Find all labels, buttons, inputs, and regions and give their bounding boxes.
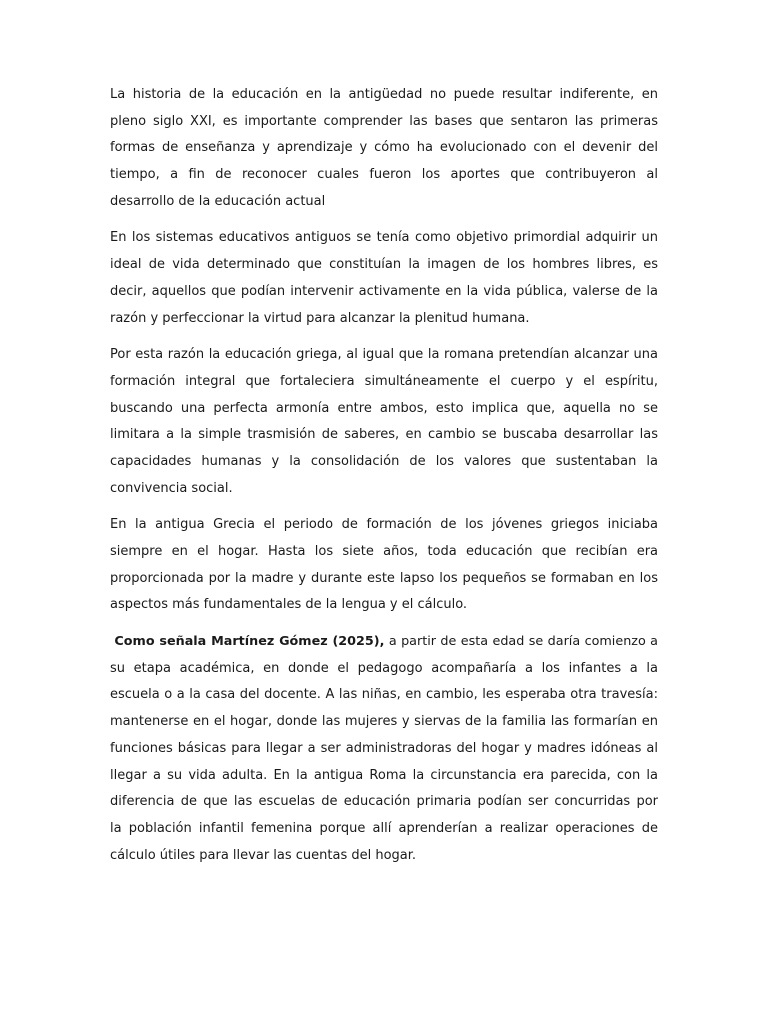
text-line: funciones básicas para llegar a ser administradoras del hogar y madres idóneas al xyxy=(110,740,658,756)
text-line: llegar a su vida adulta. En la antigua Roma la circunstancia era parecida, con la xyxy=(110,767,658,783)
text-line-with-citation xyxy=(110,629,658,656)
text-line: mantenerse en el hogar, donde las mujeres y siervas de la familia las formarían en xyxy=(110,714,658,730)
citation-bold: Como señala Martínez Gómez (2025), xyxy=(114,634,385,650)
text-line: La historia de la educación en la antigüedad no puede resultar indiferente, en xyxy=(110,87,658,102)
paragraph-1 xyxy=(110,82,658,215)
text-line: tiempo, a fin de reconocer cuales fueron los aportes que contribuyeron al xyxy=(110,167,658,183)
text-line: siempre en el hogar. Hasta los siete años, toda educación que recibían era xyxy=(110,544,658,559)
text-line: convivencia social. xyxy=(110,480,233,496)
document-body xyxy=(110,82,658,879)
text-line: proporcionada por la madre y durante este lapso los pequeños se formaban en los xyxy=(110,570,658,586)
text-line: la población infantil femenina porque allí aprenderían a realizar operaciones de xyxy=(110,820,658,836)
text-line: cálculo útiles para llevar las cuentas del hogar. xyxy=(110,847,417,863)
text-line: En los sistemas educativos antiguos se tenía como objetivo primordial adquirir un xyxy=(110,230,658,246)
text-line: En la antigua Grecia el periodo de formación de los jóvenes griegos iniciaba xyxy=(110,517,658,533)
text-line: su etapa académica, en donde el pedagogo acompañaría a los infantes a la xyxy=(110,660,658,676)
paragraph-4 xyxy=(110,512,658,619)
text-line: ideal de vida determinado que constituían la imagen de los hombres libres, es xyxy=(110,257,658,273)
text-line: pleno siglo XXI, es importante comprender las bases que sentaron las primeras xyxy=(110,113,658,129)
text-line: desarrollo de la educación actual xyxy=(110,193,326,209)
text-line: diferencia de que las escuelas de educación primaria podían ser concurridas por xyxy=(110,794,658,810)
text-line: formación integral que fortaleciera simultáneamente el cuerpo y el espíritu, xyxy=(110,373,658,389)
text-line: limitara a la simple trasmisión de saberes, en cambio se buscaba desarrollar las xyxy=(110,427,658,443)
text-line: razón y perfeccionar la virtud para alcanzar la plenitud humana. xyxy=(110,310,530,326)
text-line: capacidades humanas y la consolidación de los valores que sustentaban la xyxy=(110,453,658,469)
text-line: Por esta razón la educación griega, al igual que la romana pretendían alcanzar una xyxy=(110,347,658,363)
paragraph-5 xyxy=(110,629,658,869)
citation-continuation: a partir de esta edad se daría comienzo a xyxy=(384,634,658,650)
text-line: aspectos más fundamentales de la lengua y el cálculo. xyxy=(110,597,468,613)
text-line: decir, aquellos que podían intervenir activamente en la vida pública, valerse de la xyxy=(110,283,658,299)
text-line: formas de enseñanza y aprendizaje y cómo ha evolucionado con el devenir del xyxy=(110,140,658,156)
text-line: buscando una perfecta armonía entre ambos, esto implica que, aquella no se xyxy=(110,400,658,416)
text-line: escuela o a la casa del docente. A las niñas, en cambio, les esperaba otra travesía: xyxy=(110,687,658,703)
paragraph-2 xyxy=(110,225,658,332)
paragraph-3 xyxy=(110,342,658,502)
